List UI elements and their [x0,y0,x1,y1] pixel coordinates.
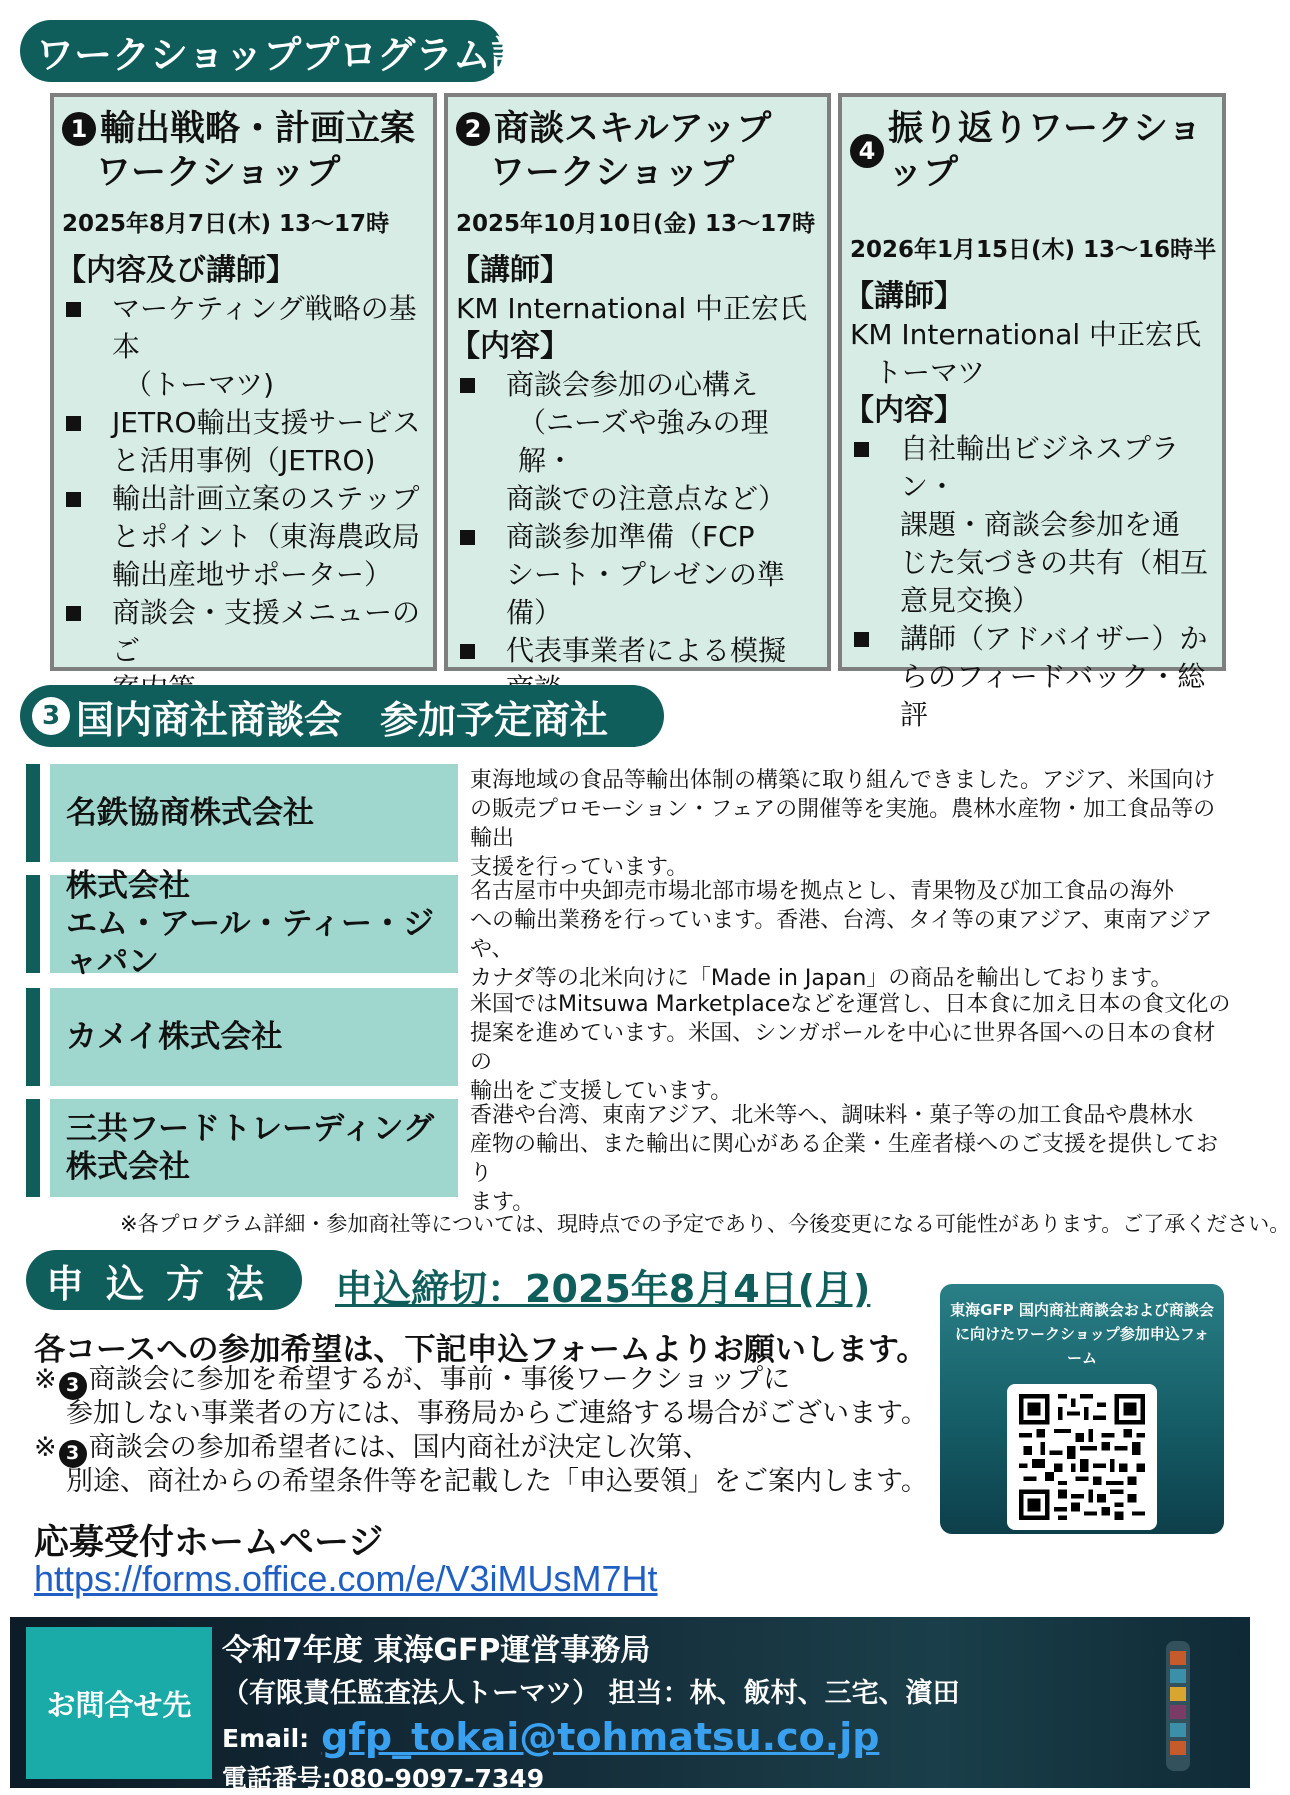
list-item [62,290,425,404]
list-item-line: 輸出計画立案のステップ [112,482,420,515]
workshop-content-list [62,290,425,708]
apply-note-2-cont: 別途、商社からの希望条件等を記載した「申込要領」をご案内します。 [66,1466,928,1497]
list-item-line: と活用事例（JETRO) [112,444,376,477]
company-name [50,868,458,980]
application-deadline: 申込締切：2025年8月4日(月) [335,1267,871,1311]
list-item-line: 商談会参加の心構え [506,368,759,401]
apply-note-1 [34,1363,790,1400]
workshop-title-line1: 商談スキルアップ [494,109,772,149]
company-description-line: 提案を進めています。米国、シンガポールを中心に世界各国への日本の食材の [470,1021,1216,1075]
company-row [26,764,1236,880]
workshop-lecturer-heading: 【講師】 [844,279,964,314]
apply-note-1-cont: 参加しない事業者の方には、事務局からご連絡する場合がございます。 [66,1398,928,1429]
company-description-line: 支援を行っています。 [470,855,689,880]
list-item [850,620,1214,734]
workshop-title [62,107,425,151]
number-badge: 1 [62,112,96,146]
company-description-line: 名古屋市中央卸売市場北部市場を拠点とし、青果物及び加工食品の海外 [470,879,1175,904]
company-name [50,988,458,1086]
list-item-line: 自社輸出ビジネスプラン・ [900,432,1180,503]
company-name-line: 株式会社 [66,1149,190,1185]
homepage-title: 応募受付ホームページ [34,1523,384,1563]
workshop-content-heading: 【内容】 [450,329,570,364]
company-description-line: ます。 [470,1190,535,1215]
apply-note-2 [34,1431,710,1468]
note-mark: ※ [34,1432,57,1463]
list-item-line: 課題・商談会参加を通 [900,508,1181,541]
list-item-line: シート・プレゼンの準備） [506,558,785,629]
qr-card[interactable] [940,1284,1224,1534]
workshop-content-list [850,430,1214,734]
company-name-line: 名鉄協商株式会社 [66,795,314,831]
company-accent-bar [26,875,40,973]
number-badge: 3 [32,697,70,735]
contact-phone: 電話番号:080-9097-7349 [222,1764,545,1793]
list-item [62,404,425,480]
email-label: Email: [222,1724,310,1753]
workshop-lecturer-2: トーマツ [874,356,986,389]
list-item-line: 輸出産地サポーター） [112,558,393,591]
workshop-lecturer: KM International 中正宏氏 [850,318,1202,351]
company-accent-bar [26,988,40,1086]
company-row [26,988,1236,1104]
container-ship-icon [1146,1631,1210,1781]
company-description-line: への輸出業務を行っています。香港、台湾、タイ等の東アジア、東南アジアや、 [470,908,1213,962]
apply-instruction: 各コースへの参加希望は、下記申込フォームよりお願いします。 [34,1332,928,1368]
company-description-line: 産物の輸出、また輸出に関心がある企業・生産者様へのご支援を提供しており [470,1132,1219,1186]
workshop-title [850,107,1214,195]
workshop-title-line2: ワークショップ [490,153,735,193]
contact-persons: （有限責任監査法人トーマツ） 担当：林、飯村、三宅、濱田 [222,1678,960,1709]
section-title-text: ワークショッププログラム詳細 [36,32,567,77]
contact-organization: 令和7年度 東海GFP運営事務局 [222,1633,651,1668]
workshop-title-line1: 輸出戦略・計画立案 [100,109,416,149]
number-badge: 2 [456,112,490,146]
list-item-line: （ニーズや強みの理解・ [518,406,769,477]
list-item-line: 商談での注意点など） [506,482,787,515]
company-description [470,990,1236,1106]
company-description-line: カナダ等の北米向けに「Made in Japan」の商品を輸出しております。 [470,966,1173,991]
workshop-date: 2026年1月15日(木) 13～16時半 [850,237,1217,263]
note-text: 商談会に参加を希望するが、事前・事後ワークショップに [88,1364,791,1395]
company-name [50,764,458,862]
list-item-line: （トーマツ) [124,368,275,401]
workshop-box-1 [50,93,437,671]
workshop-date: 2025年8月7日(木) 13～17時 [62,211,390,237]
workshop-lecturer-heading: 【講師】 [450,253,570,288]
email-link[interactable]: gfp_tokai@tohmatsu.co.jp [321,1715,880,1759]
company-row [26,1099,1236,1215]
list-item-line: 商談会・支援メニューのご [112,596,421,667]
company-name-line: エム・アール・ティー・ジャパン [66,906,434,980]
workshop-date: 2025年10月10日(金) 13～17時 [456,211,816,237]
list-item-line: じた気づきの共有（相互 [900,546,1209,579]
workshop-title-line1: 振り返りワークショップ [888,109,1203,193]
list-item-line: 代表事業者による模擬 [506,634,787,667]
workshop-content-list [456,366,819,708]
workshop-box-2 [444,93,831,671]
workshop-box-4 [838,93,1226,731]
list-item [456,518,819,632]
company-name [50,1099,458,1197]
qr-code-icon[interactable] [1007,1384,1157,1530]
list-item-line: とポイント（東海農政局 [112,520,421,553]
number-badge: 4 [850,134,884,168]
contact-label: お問合せ先 [26,1627,212,1779]
workshop-title [456,107,819,151]
workshop-title-line2: ワークショップ [96,153,341,193]
list-item-line: らのフィードバック・総評 [900,660,1206,731]
company-description-line: 香港や台湾、東南アジア、北米等へ、調味料・菓子等の加工食品や農林水 [470,1103,1194,1128]
contact-email-row [222,1715,879,1759]
note-text: 商談会の参加希望者には、国内商社が決定し次第、 [88,1432,710,1463]
company-description [470,766,1236,882]
list-item-line: 商談参加準備（FCP [506,520,755,553]
company-description-line: 輸出をご支援しています。 [470,1079,733,1104]
disclaimer-note: ※各プログラム詳細・参加商社等については、現時点での予定であり、今後変更になる可能性があります。ご了承ください。 [120,1212,1290,1236]
list-item-line: 意見交換） [900,584,1041,617]
list-item-line: 講師（アドバイザー）か [900,622,1208,655]
section-title-workshop [20,20,567,82]
company-description-line: 東海地域の食品等輸出体制の構築に取り組んできました。アジア、米国向け [470,768,1216,793]
company-accent-bar [26,764,40,862]
workshop-lecturer: KM International 中正宏氏 [456,292,808,325]
list-item [456,366,819,518]
section-title-companies [20,685,664,747]
company-description [470,877,1236,993]
note-mark: ※ [34,1364,57,1395]
list-item [62,480,425,594]
qr-title: 東海GFP 国内商社商談会および商談会に向けたワークショップ参加申込フォーム [950,1301,1214,1367]
company-description-line: の販売プロモーション・フェアの開催等を実施。農林水産物・加工食品等の輸出 [470,797,1216,851]
application-form-link[interactable]: https://forms.office.com/e/V3iMUsM7Ht [34,1558,658,1599]
number-badge: 3 [59,1440,87,1468]
company-name-line: カメイ株式会社 [66,1019,283,1055]
section-title-text: 申込方法 [46,1261,287,1306]
company-name-line: 三共フードトレーディング [66,1111,434,1147]
company-name-line: 株式会社 [66,868,190,904]
list-item-line: マーケティング戦略の基本 [112,292,417,363]
company-row [26,868,1236,991]
workshop-content-heading: 【内容】 [844,393,964,428]
company-description-line: 米国ではMitsuwa Marketplaceなどを運営し、日本食に加え日本の食文化の [470,992,1231,1017]
list-item-line: JETRO輸出支援サービス [112,406,421,439]
workshop-content-heading: 【内容及び講師】 [56,253,296,288]
section-title-text: 国内商社商談会 参加予定商社 [76,697,609,742]
company-accent-bar [26,1099,40,1197]
section-title-apply [26,1250,302,1310]
company-description [470,1101,1236,1217]
number-badge: 3 [59,1372,87,1400]
list-item [850,430,1214,620]
contact-footer [10,1617,1250,1793]
